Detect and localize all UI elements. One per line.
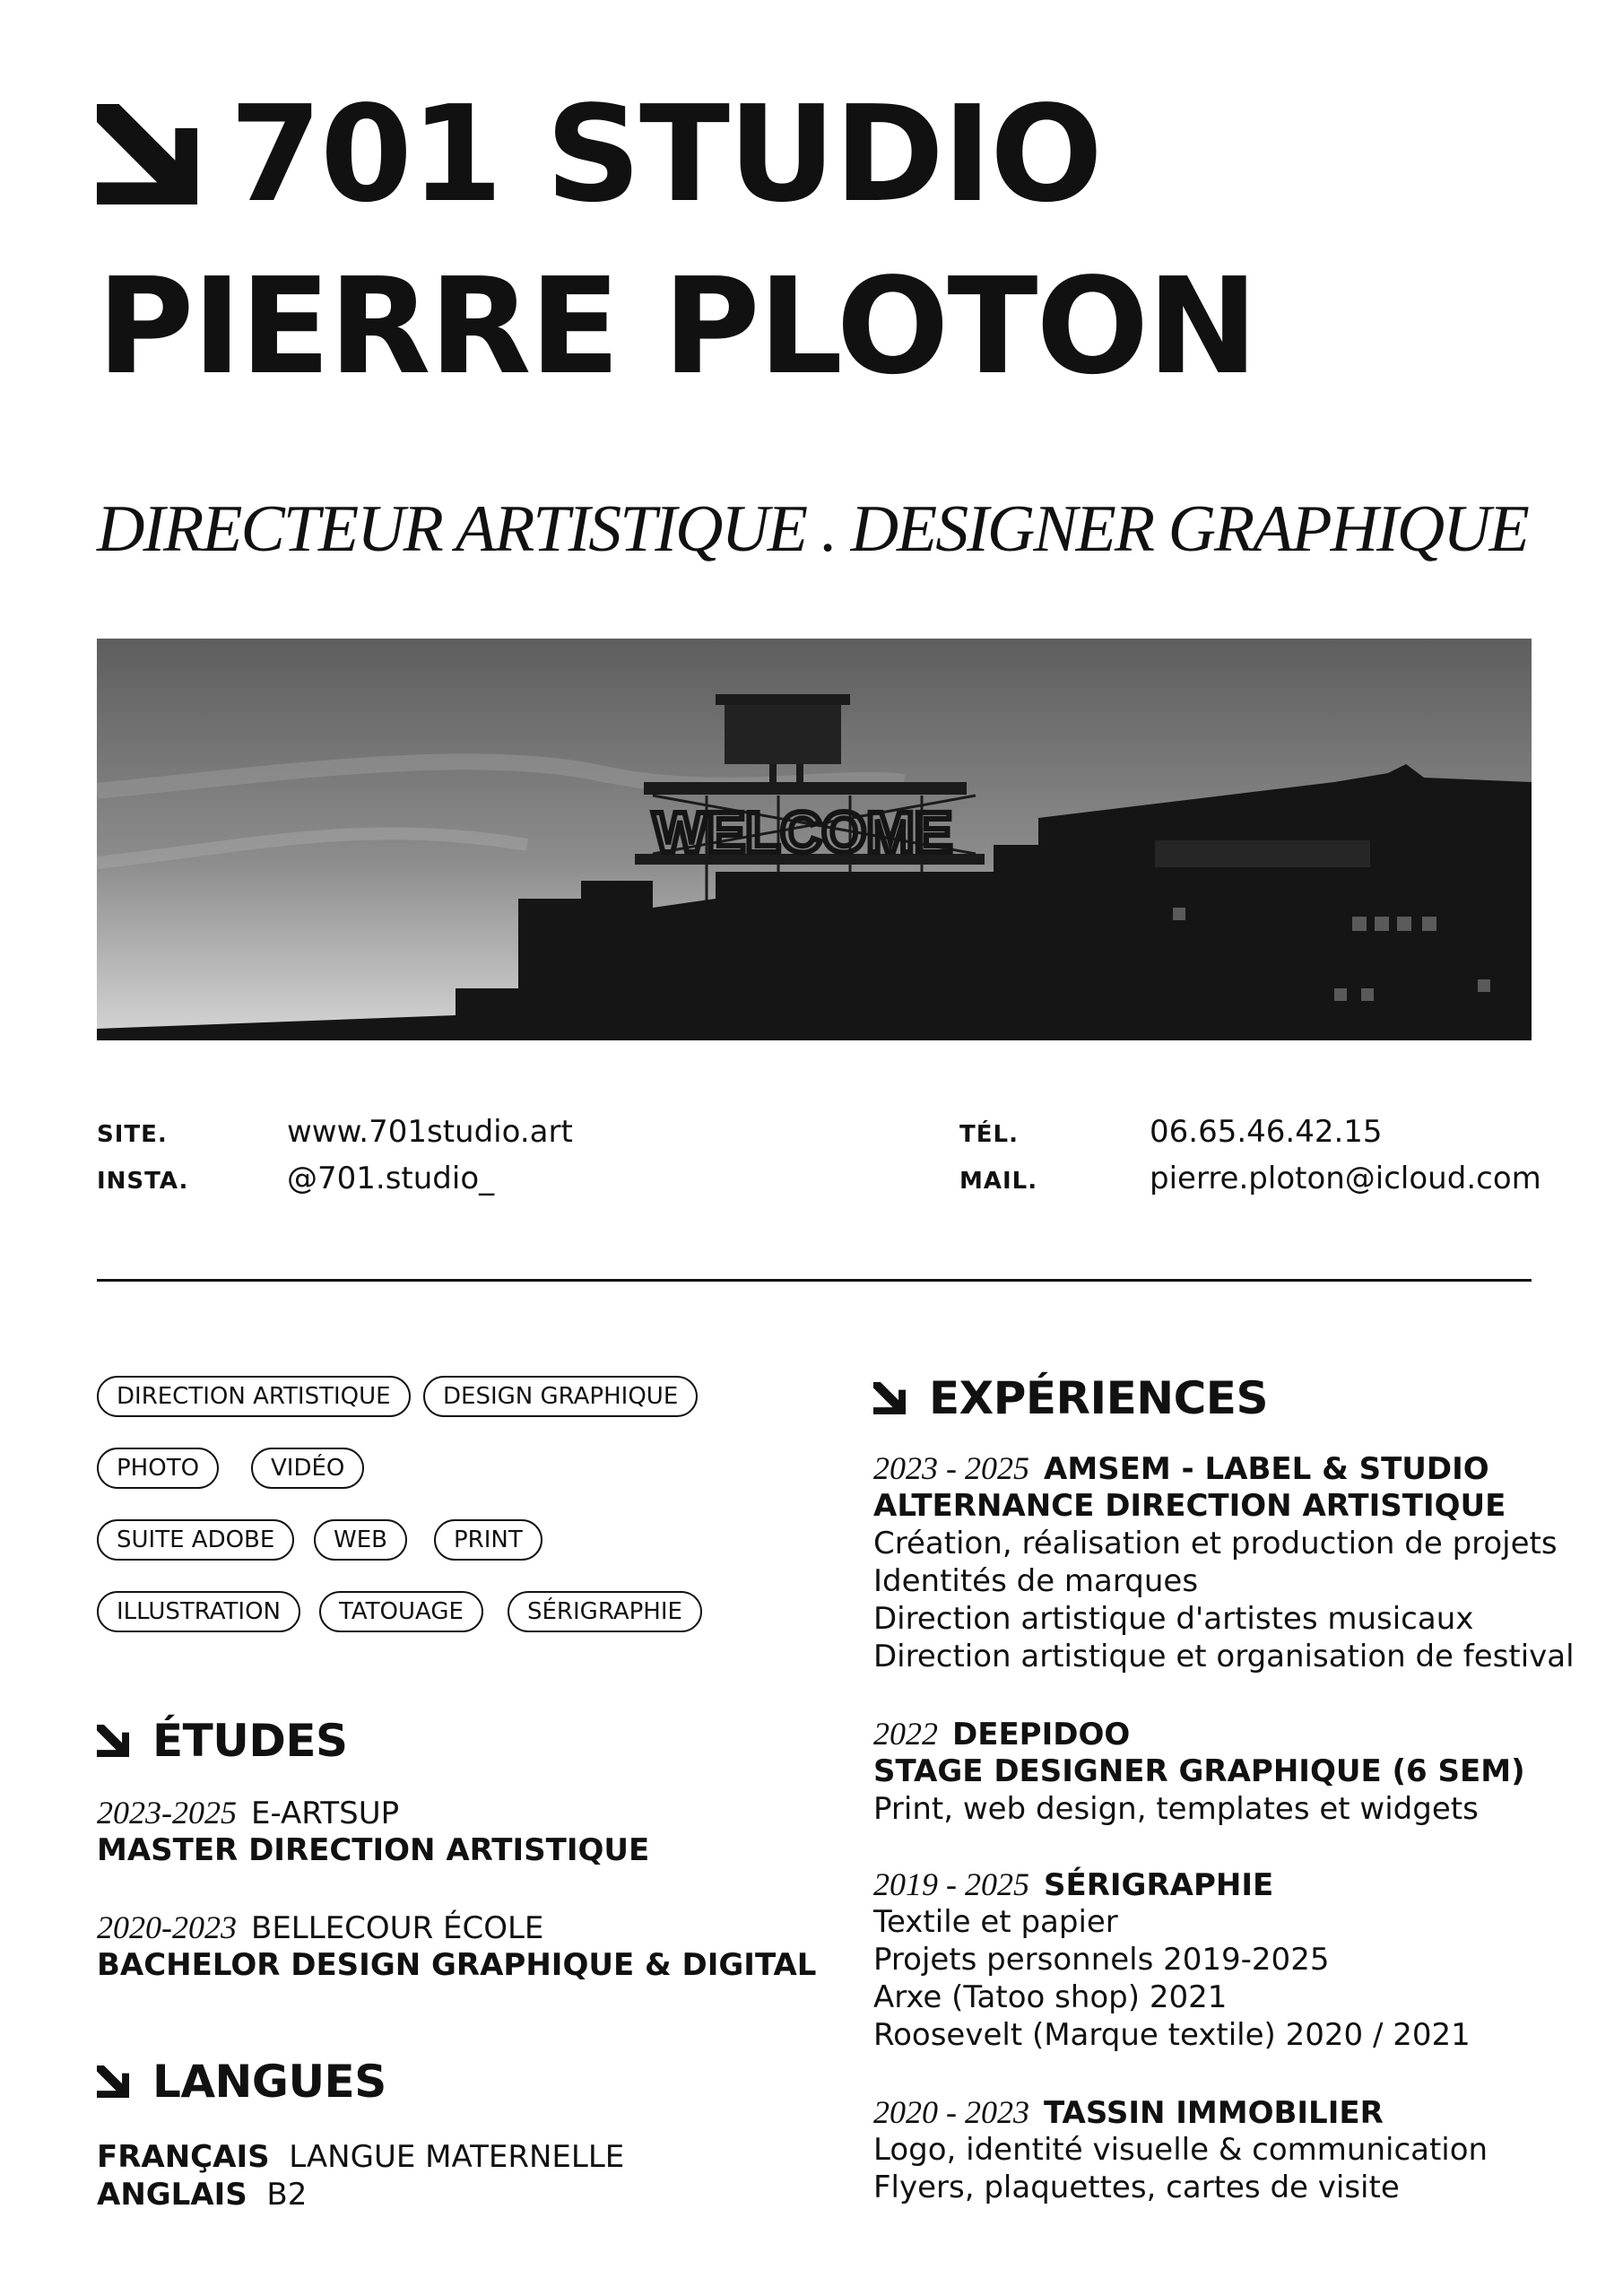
experience-company: SÉRIGRAPHIE (1044, 1867, 1274, 1903)
language-level: LANGUE MATERNELLE (289, 2139, 625, 2175)
experience-years: 2023 - 2025 (873, 1450, 1029, 1486)
skill-tag: VIDÉO (251, 1448, 364, 1489)
sign-text: WELCOME (653, 800, 953, 865)
experience-line: Textile et papier (873, 1904, 1118, 1940)
arrow-down-right-icon (97, 2066, 129, 2098)
language-level: B2 (266, 2177, 308, 2213)
experience-line: Identités de marques (873, 1563, 1199, 1599)
skill-tag: ILLUSTRATION (97, 1591, 300, 1632)
experience-company: TASSIN IMMOBILIER (1044, 2095, 1384, 2131)
experience-years: 2019 - 2025 (873, 1866, 1029, 1902)
experience-header (873, 1715, 1130, 1754)
etude-degree: MASTER DIRECTION ARTISTIQUE (97, 1832, 650, 1868)
tel-label: TÉL. (959, 1121, 1019, 1148)
skill-tag: WEB (314, 1519, 407, 1561)
experience-role: STAGE DESIGNER GRAPHIQUE (6 SEM) (873, 1753, 1525, 1789)
skill-tag: SUITE ADOBE (97, 1519, 294, 1561)
skill-tag: PRINT (434, 1519, 542, 1561)
skill-tag: PHOTO (97, 1448, 219, 1489)
experience-line: Logo, identité visuelle & communication (873, 2132, 1488, 2168)
skill-tag: DESIGN GRAPHIQUE (423, 1376, 698, 1417)
arrow-down-right-icon (873, 1382, 906, 1414)
tel-value[interactable]: 06.65.46.42.15 (1150, 1114, 1383, 1150)
title-line-1 (97, 77, 1101, 231)
experiences-title: EXPÉRIENCES (929, 1372, 1268, 1424)
person-name: PIERRE PLOTON (97, 249, 1257, 404)
experience-role: ALTERNANCE DIRECTION ARTISTIQUE (873, 1488, 1506, 1524)
experience-years: 2022 (873, 1716, 938, 1752)
site-link[interactable]: www.701studio.art (287, 1114, 573, 1150)
etude-years: 2020-2023 (97, 1909, 237, 1945)
experience-years: 2020 - 2023 (873, 2094, 1029, 2130)
arrow-down-right-icon (97, 104, 197, 204)
langue-item-2 (97, 2176, 307, 2214)
langue-item-1 (97, 2138, 624, 2177)
experience-line: Direction artistique et organisation de festival (873, 1639, 1575, 1674)
mail-label: MAIL. (959, 1168, 1038, 1195)
experience-header (873, 1449, 1489, 1489)
experience-line: Création, réalisation et production de projets (873, 1526, 1558, 1561)
insta-link[interactable]: @701.studio_ (287, 1161, 495, 1196)
language-name: FRANÇAIS (97, 2139, 270, 2175)
etude-years: 2023-2025 (97, 1795, 237, 1831)
divider (97, 1279, 1532, 1282)
arrow-down-right-icon (97, 1725, 129, 1757)
langues-title: LANGUES (152, 2056, 386, 2108)
mail-link[interactable]: pierre.ploton@icloud.com (1150, 1161, 1541, 1196)
langues-heading (97, 2056, 386, 2108)
experience-header (873, 2093, 1384, 2133)
studio-name: 701 STUDIO (230, 77, 1101, 231)
insta-label: INSTA. (97, 1168, 189, 1195)
site-label: SITE. (97, 1121, 168, 1148)
etude-item-1 (97, 1794, 399, 1833)
job-title: DIRECTEUR ARTISTIQUE . DESIGNER GRAPHIQUE (97, 492, 1528, 566)
language-name: ANGLAIS (97, 2177, 247, 2213)
etudes-heading (97, 1715, 348, 1767)
experience-company: DEEPIDOO (952, 1717, 1131, 1752)
skill-tag: TATOUAGE (319, 1591, 483, 1632)
etude-school: E-ARTSUP (251, 1796, 400, 1831)
experiences-heading (873, 1372, 1268, 1424)
experience-company: AMSEM - LABEL & STUDIO (1044, 1451, 1489, 1487)
welcome-sign-photo (97, 639, 1532, 1040)
experience-line: Arxe (Tatoo shop) 2021 (873, 1979, 1228, 2015)
etudes-title: ÉTUDES (152, 1715, 348, 1767)
skill-tag: SÉRIGRAPHIE (508, 1591, 702, 1632)
etude-item-2 (97, 1909, 543, 1948)
experience-header (873, 1866, 1273, 1905)
experience-line: Roosevelt (Marque textile) 2020 / 2021 (873, 2017, 1471, 2053)
etude-degree: BACHELOR DESIGN GRAPHIQUE & DIGITAL (97, 1947, 817, 1983)
skill-tag: DIRECTION ARTISTIQUE (97, 1376, 411, 1417)
experience-line: Flyers, plaquettes, cartes de visite (873, 2170, 1400, 2205)
experience-line: Print, web design, templates et widgets (873, 1791, 1479, 1827)
etude-school: BELLECOUR ÉCOLE (251, 1910, 544, 1946)
experience-line: Projets personnels 2019-2025 (873, 1942, 1330, 1978)
header-photo (97, 639, 1532, 1040)
experience-line: Direction artistique d'artistes musicaux (873, 1601, 1474, 1637)
